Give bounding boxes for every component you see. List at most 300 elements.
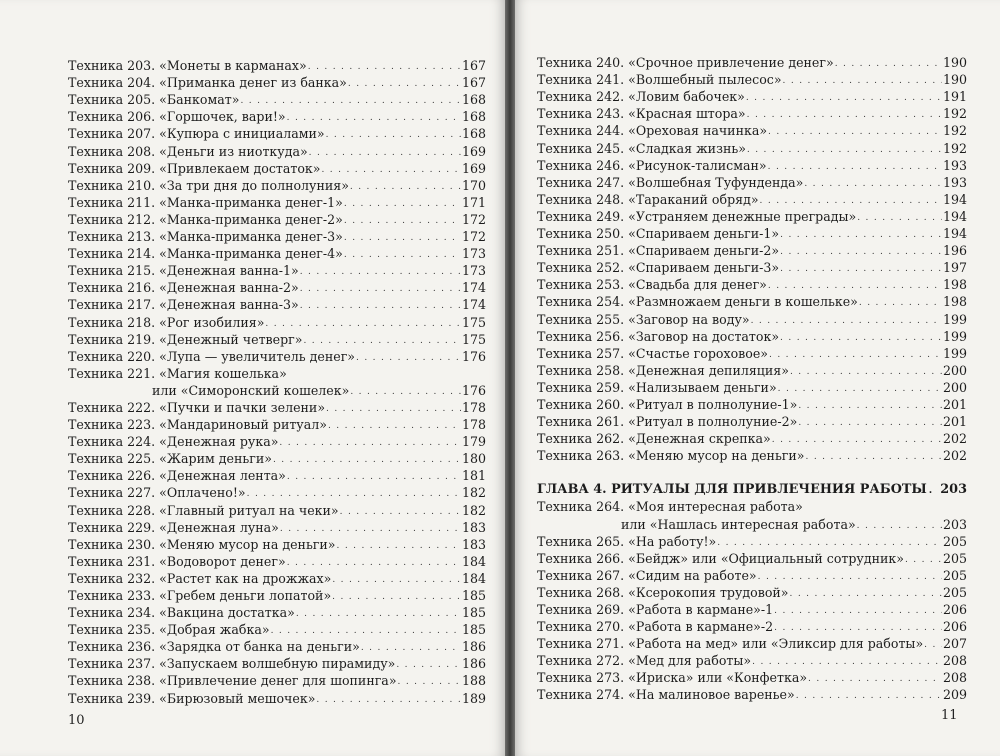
- toc-entry-title: Техника 269. «Работа в кармане»-1: [537, 602, 774, 617]
- toc-entry-page: 190: [942, 72, 967, 88]
- toc-entry-page: 205: [942, 533, 967, 549]
- toc-entry-title: Техника 272. «Мед для работы»: [537, 653, 752, 669]
- dot-leader: [240, 94, 460, 108]
- toc-entry-page: 202: [942, 448, 967, 464]
- dot-leader: [287, 470, 461, 484]
- dot-leader: [350, 385, 461, 399]
- toc-entry-page: 203: [942, 516, 967, 532]
- toc-entry-title: Техника 259. «Нализываем деньги»: [537, 379, 777, 395]
- toc-entry: [68, 365, 486, 382]
- toc-entry: [68, 313, 486, 330]
- toc-entry: [537, 413, 967, 430]
- toc-entry-page: 176: [461, 382, 486, 398]
- toc-entry-title: Техника 255. «Заговор на воду»: [537, 311, 750, 327]
- toc-entry-page: 172: [461, 229, 486, 245]
- chapter-page: 203: [940, 482, 967, 498]
- dot-leader: [337, 539, 461, 553]
- toc-entry-title: Техника 271. «Работа на мед» или «Эликсир для работы»: [537, 636, 924, 652]
- dot-leader: [857, 519, 942, 533]
- toc-entry-page: 184: [461, 553, 486, 569]
- toc-entry-title: Техника 216. «Денежная ванна-2»: [68, 280, 299, 296]
- toc-entry-title: Техника 211. «Манка-приманка денег-1»: [68, 194, 343, 210]
- toc-entry: [68, 416, 486, 433]
- toc-entry-title: Техника 227. «Оплачено!»: [68, 485, 246, 501]
- toc-entry-page: 205: [942, 550, 967, 566]
- toc-entry-page: 206: [942, 619, 967, 635]
- toc-entry-page: 200: [942, 379, 967, 395]
- toc-entry-title: Техника 225. «Жарим деньги»: [68, 451, 272, 467]
- toc-entry-page: 175: [461, 331, 486, 347]
- toc-entry-title: Техника 265. «На работу!»: [537, 533, 717, 549]
- toc-entry: [68, 450, 486, 467]
- toc-entry-title: Техника 266. «Бейдж» или «Официальный сотрудник»: [537, 550, 904, 566]
- left-toc-list: [68, 57, 486, 707]
- toc-entry: [537, 498, 967, 515]
- toc-entry-page: 178: [461, 399, 486, 415]
- toc-entry: [68, 142, 486, 159]
- dot-leader: [340, 505, 461, 519]
- toc-entry-title: Техника 261. «Ритуал в полнолуние-2»: [537, 414, 798, 430]
- toc-entry: [68, 655, 486, 672]
- toc-entry-page: 192: [942, 123, 967, 139]
- toc-entry: [537, 328, 967, 345]
- toc-entry: [537, 652, 967, 669]
- toc-entry-page: 185: [461, 588, 486, 603]
- toc-entry-page: 170: [461, 177, 486, 193]
- toc-entry: [537, 310, 967, 327]
- toc-entry-page: 190: [942, 55, 967, 71]
- toc-entry-page: 194: [942, 208, 967, 224]
- toc-entry-page: 208: [942, 670, 967, 686]
- dot-leader: [279, 436, 461, 450]
- dot-leader: [344, 214, 461, 228]
- toc-entry: [537, 174, 967, 191]
- toc-entry-page: 168: [461, 126, 486, 142]
- toc-entry-title: Техника 207. «Купюра с инициалами»: [68, 126, 325, 142]
- toc-entry-page: 169: [461, 160, 486, 176]
- dot-leader: [859, 296, 942, 310]
- toc-entry: [68, 433, 486, 450]
- toc-entry: [68, 672, 486, 689]
- toc-entry: [68, 160, 486, 177]
- toc-entry: [68, 211, 486, 228]
- dot-leader: [332, 590, 461, 604]
- toc-entry-page: 184: [461, 570, 486, 586]
- toc-entry: [537, 618, 967, 635]
- toc-entry: [537, 157, 967, 174]
- toc-entry: [68, 570, 486, 587]
- toc-entry-page: 167: [461, 75, 486, 91]
- toc-entry-page: 180: [461, 451, 486, 467]
- toc-entry-title: Техника 221. «Магия кошелька»: [68, 365, 287, 381]
- dot-leader: [348, 77, 461, 91]
- toc-entry-title: Техника 233. «Гребем деньги лопатой»: [68, 588, 332, 603]
- dot-leader: [780, 245, 942, 259]
- dot-leader: [287, 556, 461, 570]
- toc-entry-page: 199: [942, 328, 967, 344]
- toc-entry: [68, 245, 486, 262]
- toc-entry-title: Техника 243. «Красная штора»: [537, 106, 746, 122]
- toc-entry-page: 201: [942, 396, 967, 412]
- toc-entry-page: 168: [461, 92, 486, 108]
- toc-entry: [68, 553, 486, 570]
- toc-entry: [537, 515, 967, 532]
- toc-entry-title: Техника 258. «Денежная депиляция»: [537, 362, 789, 378]
- dot-leader: [905, 553, 942, 567]
- toc-entry: [537, 533, 967, 550]
- toc-entry-title: Техника 274. «На малиновое варенье»: [537, 687, 795, 703]
- toc-entry-title: Техника 253. «Свадьба для денег»: [537, 277, 767, 293]
- dot-leader: [396, 658, 461, 672]
- toc-entry: [537, 669, 967, 686]
- toc-entry-page: 183: [461, 519, 486, 535]
- toc-entry: [537, 584, 967, 601]
- toc-entry-title: Техника 242. «Ловим бабочек»: [537, 89, 745, 105]
- toc-entry-title: Техника 228. «Главный ритуал на чеки»: [68, 502, 339, 518]
- toc-entry: [537, 54, 967, 71]
- toc-entry-page: 208: [942, 653, 967, 669]
- dot-leader: [296, 607, 461, 621]
- dot-leader: [774, 621, 942, 635]
- toc-entry-title: Техника 229. «Денежная луна»: [68, 519, 279, 535]
- toc-entry-title: Техника 257. «Счастье гороховое»: [537, 345, 769, 361]
- toc-entry-page: 196: [942, 243, 967, 259]
- toc-entry-title: Техника 256. «Заговор на достаток»: [537, 328, 780, 344]
- toc-entry: [68, 587, 486, 604]
- toc-entry-page: 194: [942, 191, 967, 207]
- toc-entry-title: Техника 246. «Рисунок-талисман»: [537, 157, 767, 173]
- dot-leader: [857, 211, 942, 225]
- dot-leader: [835, 57, 942, 71]
- toc-entry-title: Техника 210. «За три дня до полнолуния»: [68, 177, 349, 193]
- toc-entry-title: Техника 230. «Меняю мусор на деньги»: [68, 536, 336, 552]
- toc-entry-title: Техника 206. «Горшочек, вари!»: [68, 109, 286, 125]
- toc-entry: [68, 262, 486, 279]
- toc-entry: [537, 293, 967, 310]
- left-page-number: 10: [68, 713, 85, 728]
- toc-entry-title: Техника 218. «Рог изобилия»: [68, 314, 265, 330]
- dot-leader: [328, 419, 461, 433]
- toc-entry: [537, 71, 967, 88]
- toc-entry: [537, 191, 967, 208]
- dot-leader: [768, 160, 942, 174]
- dot-leader: [344, 231, 461, 245]
- toc-entry-title: Техника 203. «Монеты в карманах»: [68, 58, 307, 74]
- toc-entry-page: 179: [461, 434, 486, 450]
- dot-leader: [326, 128, 461, 142]
- toc-entry: [537, 601, 967, 618]
- toc-entry-title: Техника 249. «Устраняем денежные преграды»: [537, 208, 857, 224]
- dot-leader: [747, 143, 942, 157]
- toc-entry: [68, 484, 486, 501]
- toc-entry-title: Техника 247. «Волшебная Туфунденда»: [537, 174, 804, 190]
- dot-leader: [265, 317, 461, 331]
- toc-entry-title: Техника 235. «Добрая жабка»: [68, 622, 270, 638]
- toc-entry-page: 202: [942, 431, 967, 447]
- dot-leader: [321, 163, 460, 177]
- toc-entry: [68, 399, 486, 416]
- toc-entry-title: Техника 213. «Манка-приманка денег-3»: [68, 229, 343, 245]
- toc-entry-title: Техника 208. «Деньги из ниоткуда»: [68, 143, 308, 159]
- toc-entry-title: Техника 238. «Привлечение денег для шопинга»: [68, 673, 397, 689]
- toc-entry: [537, 225, 967, 242]
- toc-entry-page: 171: [461, 194, 486, 210]
- dot-leader: [769, 348, 942, 362]
- toc-entry-title: Техника 241. «Волшебный пылесос»: [537, 72, 782, 88]
- dot-leader: [768, 125, 942, 139]
- toc-entry-title: Техника 248. «Тараканий обряд»: [537, 191, 759, 207]
- toc-entry-title: Техника 226. «Денежная лента»: [68, 468, 286, 484]
- dot-leader: [350, 180, 461, 194]
- chapter-title: ГЛАВА 4. РИТУАЛЫ ДЛЯ ПРИВЛЕЧЕНИЯ РАБОТЫ: [537, 482, 927, 498]
- toc-entry: [68, 331, 486, 348]
- toc-entry: [68, 604, 486, 621]
- dot-leader: [303, 334, 460, 348]
- dot-leader: [924, 638, 942, 652]
- toc-entry-title: Техника 205. «Банкомат»: [68, 92, 240, 108]
- dot-leader: [273, 453, 461, 467]
- toc-entry: [68, 228, 486, 245]
- toc-entry-page: 168: [461, 109, 486, 125]
- dot-leader: [300, 265, 461, 279]
- toc-entry: [68, 279, 486, 296]
- dot-leader: [398, 675, 461, 689]
- toc-entry: [68, 91, 486, 108]
- toc-entry: [537, 276, 967, 293]
- toc-entry-title: Техника 220. «Лупа — увеличитель денег»: [68, 348, 355, 364]
- toc-entry-page: 185: [461, 622, 486, 638]
- toc-entry-title: Техника 212. «Манка-приманка денег-2»: [68, 211, 343, 227]
- toc-entry: [537, 396, 967, 413]
- toc-entry: [68, 519, 486, 536]
- dot-leader: [760, 194, 942, 208]
- toc-entry-title: Техника 214. «Манка-приманка денег-4»: [68, 246, 343, 262]
- toc-entry-title: Техника 273. «Ириска» или «Конфетка»: [537, 670, 808, 686]
- toc-entry: [68, 689, 486, 706]
- toc-entry: [537, 362, 967, 379]
- dot-leader: [796, 689, 942, 703]
- toc-entry-page: 192: [942, 106, 967, 122]
- toc-entry-title: Техника 254. «Размножаем деньги в кошельке»: [537, 294, 858, 310]
- toc-entry-title: Техника 223. «Мандариновый ритуал»: [68, 417, 327, 433]
- toc-entry-page: 207: [942, 636, 967, 652]
- toc-entry: [537, 242, 967, 259]
- toc-entry-page: 181: [461, 468, 486, 484]
- toc-entry-title: Техника 217. «Денежная ванна-3»: [68, 297, 299, 313]
- dot-leader: [300, 282, 461, 296]
- dot-leader: [308, 60, 461, 74]
- toc-entry-title: или «Нашлась интересная работа»: [621, 516, 856, 532]
- dot-leader: [783, 74, 942, 88]
- toc-entry: [537, 88, 967, 105]
- toc-entry: [68, 536, 486, 553]
- dot-leader: [780, 228, 942, 242]
- toc-entry-title: Техника 262. «Денежная скрепка»: [537, 431, 771, 447]
- toc-entry-title: Техника 234. «Вакцина достатка»: [68, 605, 295, 621]
- dot-leader: [717, 536, 942, 550]
- toc-entry-page: 167: [461, 58, 486, 74]
- toc-entry-title: Техника 260. «Ритуал в полнолуние-1»: [537, 396, 798, 412]
- toc-entry: [68, 296, 486, 313]
- toc-entry: [537, 550, 967, 567]
- toc-entry-page: 173: [461, 263, 486, 279]
- toc-entry: [537, 430, 967, 447]
- dot-leader: [780, 331, 942, 345]
- dot-leader: [751, 314, 942, 328]
- toc-entry-title: Техника 245. «Сладкая жизнь»: [537, 140, 746, 156]
- toc-entry: [537, 379, 967, 396]
- toc-entry-title: Техника 215. «Денежная ванна-1»: [68, 263, 299, 279]
- toc-entry-title: Техника 239. «Бирюзовый мешочек»: [68, 690, 316, 706]
- toc-entry-page: 198: [942, 277, 967, 293]
- dot-leader: [778, 382, 942, 396]
- toc-entry: [68, 348, 486, 365]
- right-page: [515, 0, 1000, 756]
- toc-entry: [68, 194, 486, 211]
- dot-leader: [247, 487, 461, 501]
- toc-entry-title: Техника 252. «Спариваем деньги-3»: [537, 260, 780, 276]
- dot-leader: [271, 624, 461, 638]
- dot-leader: [361, 641, 461, 655]
- toc-entry-title: Техника 204. «Приманка денег из банка»: [68, 75, 347, 91]
- chapter-heading: [537, 481, 967, 498]
- dot-leader: [808, 672, 942, 686]
- toc-entry: [537, 208, 967, 225]
- dot-leader: [806, 450, 942, 464]
- dot-leader: [747, 108, 942, 122]
- dot-leader: [774, 604, 942, 618]
- dot-leader: [309, 146, 461, 160]
- toc-entry-page: 193: [942, 157, 967, 173]
- dot-leader: [772, 433, 942, 447]
- toc-entry-title: Техника 264. «Моя интересная работа»: [537, 499, 803, 515]
- toc-entry-page: 199: [942, 345, 967, 361]
- toc-entry: [68, 74, 486, 91]
- toc-entry-page: 178: [461, 417, 486, 433]
- toc-entry-page: 186: [461, 639, 486, 655]
- toc-entry-page: 200: [942, 362, 967, 378]
- dot-leader: [316, 693, 461, 707]
- toc-entry-title: Техника 270. «Работа в кармане»-2: [537, 619, 774, 635]
- toc-entry-title: Техника 250. «Спариваем деньги-1»: [537, 226, 780, 242]
- dot-leader: [332, 573, 461, 587]
- toc-entry: [68, 382, 486, 399]
- toc-entry-title: Техника 240. «Срочное привлечение денег»: [537, 55, 834, 71]
- toc-entry-title: Техника 219. «Денежный четверг»: [68, 331, 303, 347]
- dot-leader: [790, 365, 942, 379]
- toc-entry: [68, 177, 486, 194]
- toc-entry-page: 191: [942, 89, 967, 105]
- toc-entry: [537, 139, 967, 156]
- dot-leader: [798, 399, 942, 413]
- toc-entry: [537, 635, 967, 652]
- toc-entry-page: 189: [461, 690, 486, 706]
- toc-entry-page: 209: [942, 687, 967, 703]
- toc-entry: [537, 259, 967, 276]
- toc-entry-page: 199: [942, 311, 967, 327]
- dot-leader: [300, 299, 461, 313]
- toc-entry-title: Техника 237. «Запускаем волшебную пирамиду»: [68, 656, 396, 672]
- toc-entry-page: 182: [461, 502, 486, 518]
- dot-leader: [746, 91, 942, 105]
- toc-entry: [537, 345, 967, 362]
- toc-entry: [537, 567, 967, 584]
- toc-entry-page: 169: [461, 143, 486, 159]
- toc-entry-page: 174: [461, 297, 486, 313]
- right-page-number: 11: [941, 708, 958, 723]
- toc-entry: [68, 501, 486, 518]
- toc-entry: [537, 686, 967, 703]
- toc-entry-page: 185: [461, 605, 486, 621]
- toc-entry-page: 186: [461, 656, 486, 672]
- toc-entry-page: 194: [942, 226, 967, 242]
- toc-entry-title: или «Симоронский кошелек»: [152, 382, 350, 398]
- toc-entry: [68, 467, 486, 484]
- toc-entry-page: 206: [942, 602, 967, 617]
- toc-entry-page: 183: [461, 536, 486, 552]
- toc-entry: [68, 108, 486, 125]
- dot-leader: [344, 197, 461, 211]
- toc-entry-title: Техника 268. «Ксерокопия трудовой»: [537, 584, 789, 600]
- dot-leader: [280, 522, 461, 536]
- toc-entry-page: 193: [942, 174, 967, 190]
- toc-entry-title: Техника 231. «Водоворот денег»: [68, 553, 286, 569]
- toc-entry-title: Техника 267. «Сидим на работе»: [537, 567, 757, 583]
- dot-leader: [344, 248, 461, 262]
- dot-leader: [752, 655, 942, 669]
- toc-entry-page: 197: [942, 260, 967, 276]
- toc-entry-page: 175: [461, 314, 486, 330]
- toc-entry-title: Техника 251. «Спариваем деньги-2»: [537, 243, 780, 259]
- toc-entry-page: 198: [942, 294, 967, 310]
- dot-leader: [768, 279, 942, 293]
- dot-leader: [804, 177, 942, 191]
- dot-leader: [758, 570, 942, 584]
- toc-entry-page: 188: [461, 673, 486, 689]
- toc-entry-title: Техника 209. «Привлекаем достаток»: [68, 160, 321, 176]
- toc-entry-page: 192: [942, 140, 967, 156]
- toc-entry-page: 182: [461, 485, 486, 501]
- dot-leader: [287, 111, 461, 125]
- toc-entry: [537, 122, 967, 139]
- toc-entry-page: 176: [461, 348, 486, 364]
- toc-entry-title: Техника 224. «Денежная рука»: [68, 434, 279, 450]
- toc-entry-title: Техника 263. «Меняю мусор на деньги»: [537, 448, 805, 464]
- dot-leader: [356, 351, 461, 365]
- toc-entry-page: 173: [461, 246, 486, 262]
- toc-entry: [537, 447, 967, 464]
- toc-entry: [68, 57, 486, 74]
- book-spine: [505, 0, 515, 756]
- toc-entry-page: 174: [461, 280, 486, 296]
- dot-leader: [326, 402, 461, 416]
- toc-entry-page: 172: [461, 211, 486, 227]
- dot-leader: [929, 484, 939, 498]
- toc-entry-title: Техника 236. «Зарядка от банка на деньги»: [68, 639, 360, 655]
- dot-leader: [790, 587, 942, 601]
- toc-entry-page: 205: [942, 567, 967, 583]
- toc-entry-title: Техника 222. «Пучки и пачки зелени»: [68, 399, 326, 415]
- dot-leader: [798, 416, 942, 430]
- toc-entry: [537, 105, 967, 122]
- toc-entry-page: 201: [942, 414, 967, 430]
- toc-entry-title: Техника 244. «Ореховая начинка»: [537, 123, 768, 139]
- toc-entry-title: Техника 232. «Растет как на дрожжах»: [68, 570, 332, 586]
- dot-leader: [780, 262, 942, 276]
- toc-entry: [68, 125, 486, 142]
- right-toc-list: [537, 54, 967, 703]
- toc-entry: [68, 621, 486, 638]
